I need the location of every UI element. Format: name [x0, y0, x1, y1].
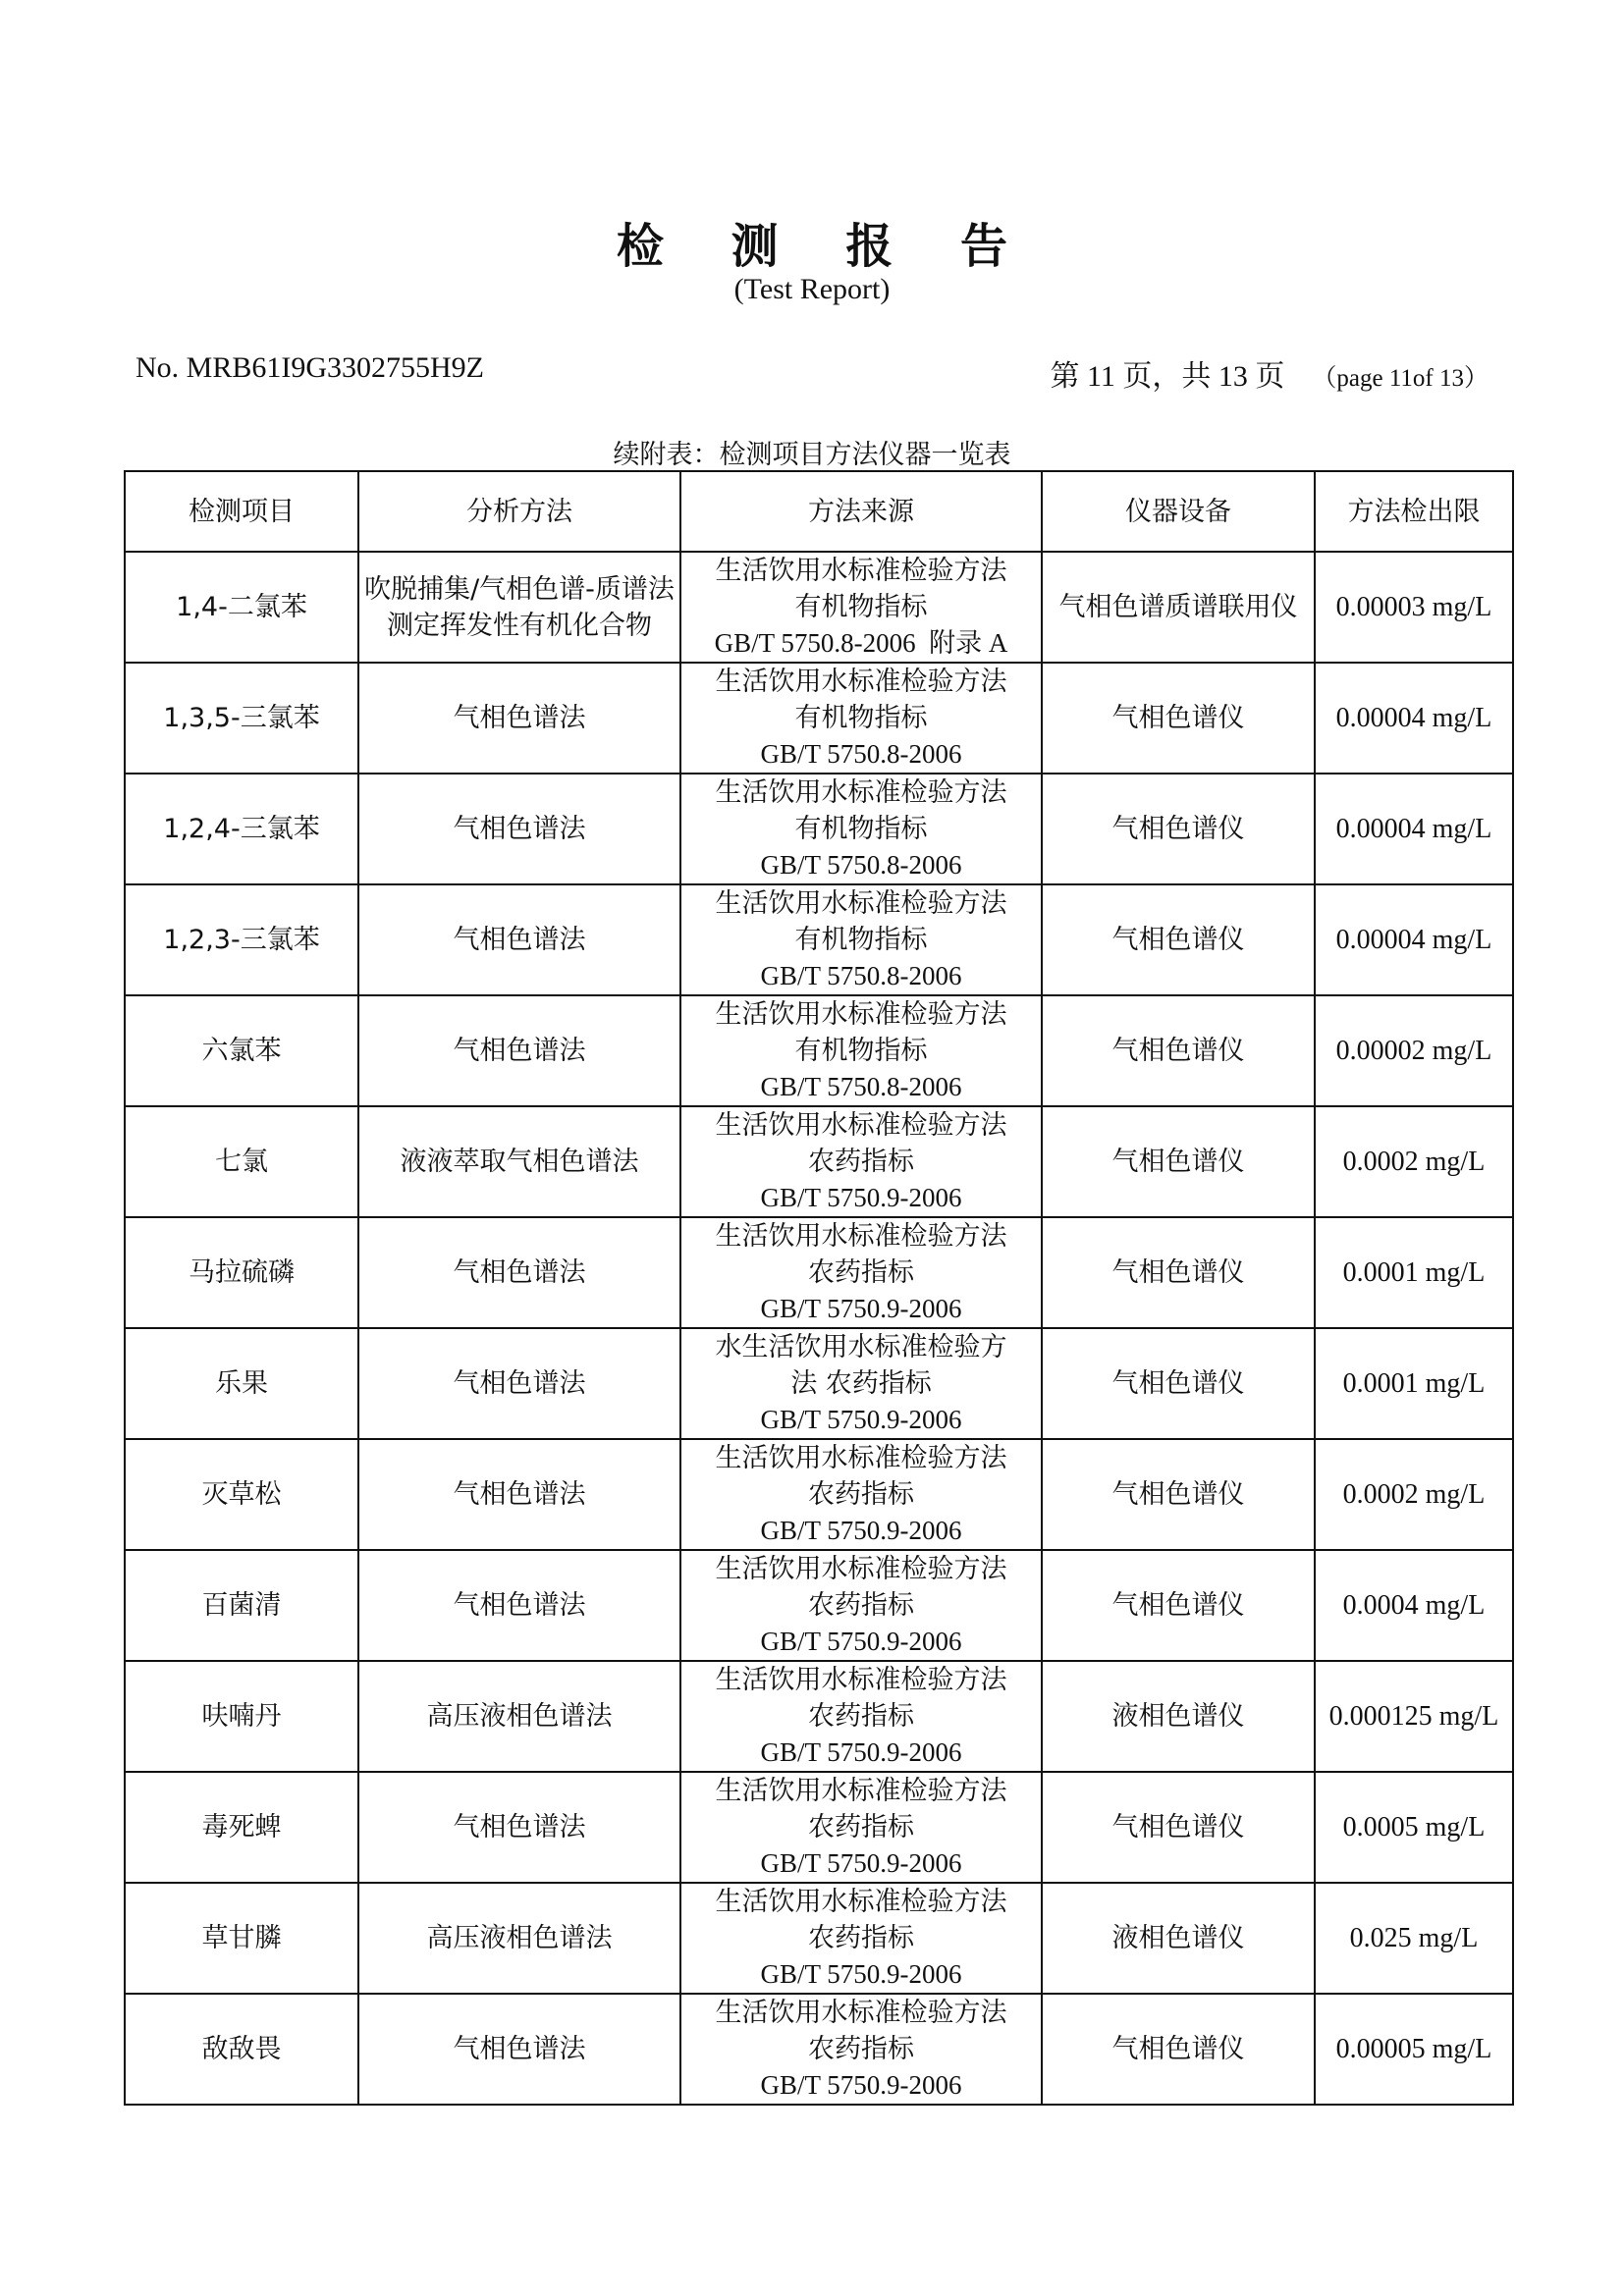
method-source-line-1: 生活饮用水标准检验方法 [715, 999, 1007, 1030]
cell-test-item: 七氯 [125, 1106, 358, 1217]
method-source-line-1: 水生活饮用水标准检验方 [715, 1332, 1007, 1362]
cell-detection-limit: 0.00002 mg/L [1315, 995, 1513, 1106]
method-source-line-2: 农药指标 [808, 1590, 914, 1621]
method-source-standard: GB/T 5750.8-2006 附录 A [714, 628, 1008, 658]
method-source-line-2: 农药指标 [808, 2034, 914, 2064]
cell-detection-limit: 0.000125 mg/L [1315, 1661, 1513, 1772]
cell-method-source [680, 1994, 1042, 2105]
method-source-line-1: 生活饮用水标准检验方法 [715, 777, 1007, 808]
method-source-line-2: 农药指标 [808, 1257, 914, 1288]
cell-test-item: 1,3,5-三氯苯 [125, 663, 358, 774]
header-analysis-method: 分析方法 [358, 471, 680, 552]
method-source-line-1: 生活饮用水标准检验方法 [715, 556, 1007, 586]
header-detection-limit: 方法检出限 [1315, 471, 1513, 552]
cell-instrument: 气相色谱仪 [1042, 1328, 1315, 1439]
cell-test-item: 六氯苯 [125, 995, 358, 1106]
cell-detection-limit: 0.00004 mg/L [1315, 774, 1513, 884]
cell-analysis-method: 气相色谱法 [358, 1217, 680, 1328]
cell-analysis-method: 高压液相色谱法 [358, 1661, 680, 1772]
cell-instrument: 气相色谱仪 [1042, 1772, 1315, 1883]
cell-analysis-method: 气相色谱法 [358, 663, 680, 774]
cell-analysis-method: 气相色谱法 [358, 1550, 680, 1661]
method-source-standard: GB/T 5750.9-2006 [760, 1516, 962, 1545]
cell-test-item: 1,4-二氯苯 [125, 552, 358, 663]
cell-test-item: 1,2,4-三氯苯 [125, 774, 358, 884]
cell-detection-limit: 0.00004 mg/L [1315, 663, 1513, 774]
report-number: No. MRB61I9G3302755H9Z [135, 351, 485, 384]
header-method-source: 方法来源 [680, 471, 1042, 552]
cell-instrument: 气相色谱仪 [1042, 774, 1315, 884]
method-source-standard: GB/T 5750.9-2006 [760, 1737, 962, 1767]
method-source-line-2: 有机物指标 [794, 814, 928, 844]
cell-analysis-method: 气相色谱法 [358, 1328, 680, 1439]
cell-analysis-method: 气相色谱法 [358, 1994, 680, 2105]
cell-detection-limit: 0.00003 mg/L [1315, 552, 1513, 663]
method-source-standard: GB/T 5750.9-2006 [760, 1627, 962, 1656]
cell-instrument: 气相色谱仪 [1042, 1106, 1315, 1217]
cell-detection-limit: 0.00004 mg/L [1315, 884, 1513, 995]
cell-test-item: 灭草松 [125, 1439, 358, 1550]
cell-analysis-method: 高压液相色谱法 [358, 1883, 680, 1994]
table-row [125, 663, 1513, 774]
cell-method-source [680, 1772, 1042, 1883]
method-source-line-2: 农药指标 [808, 1479, 914, 1510]
method-source-line-2: 有机物指标 [794, 1036, 928, 1066]
cell-detection-limit: 0.0004 mg/L [1315, 1550, 1513, 1661]
cell-method-source [680, 1661, 1042, 1772]
header-instrument: 仪器设备 [1042, 471, 1315, 552]
header-test-item: 检测项目 [125, 471, 358, 552]
cell-analysis-method: 吹脱捕集/气相色谱-质谱法测定挥发性有机化合物 [358, 552, 680, 663]
report-title: 检 测 报 告 [616, 219, 1034, 274]
method-source-line-1: 生活饮用水标准检验方法 [715, 1998, 1007, 2028]
cell-test-item: 呋喃丹 [125, 1661, 358, 1772]
table-caption: 续附表：检测项目方法仪器一览表 [613, 440, 1011, 470]
method-source-standard: GB/T 5750.8-2006 [760, 850, 962, 880]
method-source-line-1: 生活饮用水标准检验方法 [715, 1443, 1007, 1473]
table-row [125, 1439, 1513, 1550]
cell-instrument: 气相色谱质谱联用仪 [1042, 552, 1315, 663]
method-source-standard: GB/T 5750.9-2006 [760, 1405, 962, 1434]
cell-instrument: 气相色谱仪 [1042, 663, 1315, 774]
cell-method-source [680, 774, 1042, 884]
cell-test-item: 毒死蜱 [125, 1772, 358, 1883]
table-body [125, 552, 1513, 2105]
method-source-line-2: 农药指标 [808, 1147, 914, 1177]
cell-method-source [680, 1217, 1042, 1328]
method-source-line-1: 生活饮用水标准检验方法 [715, 1665, 1007, 1695]
cell-detection-limit: 0.0002 mg/L [1315, 1106, 1513, 1217]
cell-method-source [680, 1328, 1042, 1439]
cell-instrument: 气相色谱仪 [1042, 884, 1315, 995]
method-source-line-1: 生活饮用水标准检验方法 [715, 1110, 1007, 1141]
cell-test-item: 草甘膦 [125, 1883, 358, 1994]
method-source-line-2: 农药指标 [808, 1923, 914, 1953]
method-source-line-1: 生活饮用水标准检验方法 [715, 888, 1007, 919]
method-source-line-2: 农药指标 [808, 1701, 914, 1732]
cell-method-source [680, 995, 1042, 1106]
report-subtitle: (Test Report) [733, 273, 891, 305]
cell-method-source [680, 552, 1042, 663]
method-source-line-1: 生活饮用水标准检验方法 [715, 1221, 1007, 1252]
method-source-line-1: 生活饮用水标准检验方法 [715, 1554, 1007, 1584]
cell-instrument: 气相色谱仪 [1042, 1439, 1315, 1550]
cell-analysis-method: 气相色谱法 [358, 884, 680, 995]
cell-method-source [680, 884, 1042, 995]
cell-test-item: 敌敌畏 [125, 1994, 358, 2105]
table-row [125, 1550, 1513, 1661]
cell-analysis-method: 气相色谱法 [358, 1439, 680, 1550]
cell-detection-limit: 0.0002 mg/L [1315, 1439, 1513, 1550]
table-row [125, 1106, 1513, 1217]
cell-detection-limit: 0.0001 mg/L [1315, 1217, 1513, 1328]
method-source-line-2: 有机物指标 [794, 592, 928, 622]
page-indicator [1051, 351, 1489, 395]
method-source-standard: GB/T 5750.9-2006 [760, 1183, 962, 1212]
method-source-standard: GB/T 5750.8-2006 [760, 1072, 962, 1101]
method-source-line-1: 生活饮用水标准检验方法 [715, 667, 1007, 697]
cell-detection-limit: 0.025 mg/L [1315, 1883, 1513, 1994]
method-source-standard: GB/T 5750.8-2006 [760, 961, 962, 990]
cell-method-source [680, 1439, 1042, 1550]
cell-test-item: 1,2,3-三氯苯 [125, 884, 358, 995]
cell-analysis-method: 气相色谱法 [358, 774, 680, 884]
cell-instrument: 气相色谱仪 [1042, 995, 1315, 1106]
cell-detection-limit: 0.0001 mg/L [1315, 1328, 1513, 1439]
method-source-standard: GB/T 5750.9-2006 [760, 1848, 962, 1878]
table-row [125, 884, 1513, 995]
page-indicator-en: （page 11of 13） [1312, 365, 1489, 392]
cell-method-source [680, 1550, 1042, 1661]
method-source-line-2: 法 农药指标 [790, 1368, 932, 1399]
table-row [125, 774, 1513, 884]
method-source-standard: GB/T 5750.9-2006 [760, 1959, 962, 1989]
cell-detection-limit: 0.00005 mg/L [1315, 1994, 1513, 2105]
method-source-line-1: 生活饮用水标准检验方法 [715, 1887, 1007, 1917]
method-source-standard: GB/T 5750.9-2006 [760, 2070, 962, 2100]
table-row [125, 1883, 1513, 1994]
method-source-line-1: 生活饮用水标准检验方法 [715, 1776, 1007, 1806]
cell-method-source [680, 1883, 1042, 1994]
cell-analysis-method: 液液萃取气相色谱法 [358, 1106, 680, 1217]
cell-instrument: 气相色谱仪 [1042, 1217, 1315, 1328]
cell-test-item: 马拉硫磷 [125, 1217, 358, 1328]
method-source-line-2: 农药指标 [808, 1812, 914, 1842]
cell-method-source [680, 663, 1042, 774]
cell-test-item: 百菌清 [125, 1550, 358, 1661]
table-header-row [125, 471, 1513, 552]
cell-method-source [680, 1106, 1042, 1217]
table-row [125, 1772, 1513, 1883]
table-row [125, 1217, 1513, 1328]
table-row [125, 995, 1513, 1106]
method-source-line-2: 有机物指标 [794, 703, 928, 733]
cell-analysis-method: 气相色谱法 [358, 995, 680, 1106]
cell-instrument: 液相色谱仪 [1042, 1661, 1315, 1772]
table-row [125, 1994, 1513, 2105]
method-source-standard: GB/T 5750.8-2006 [760, 739, 962, 769]
page-indicator-cn: 第 11 页，共 13 页 [1050, 360, 1285, 393]
cell-instrument: 气相色谱仪 [1042, 1550, 1315, 1661]
cell-instrument: 气相色谱仪 [1042, 1994, 1315, 2105]
cell-test-item: 乐果 [125, 1328, 358, 1439]
table-row [125, 1661, 1513, 1772]
method-source-standard: GB/T 5750.9-2006 [760, 1294, 962, 1323]
cell-detection-limit: 0.0005 mg/L [1315, 1772, 1513, 1883]
cell-analysis-method: 气相色谱法 [358, 1772, 680, 1883]
table-row [125, 552, 1513, 663]
table-row [125, 1328, 1513, 1439]
method-source-line-2: 有机物指标 [794, 925, 928, 955]
cell-instrument: 液相色谱仪 [1042, 1883, 1315, 1994]
methods-table [124, 470, 1514, 2106]
